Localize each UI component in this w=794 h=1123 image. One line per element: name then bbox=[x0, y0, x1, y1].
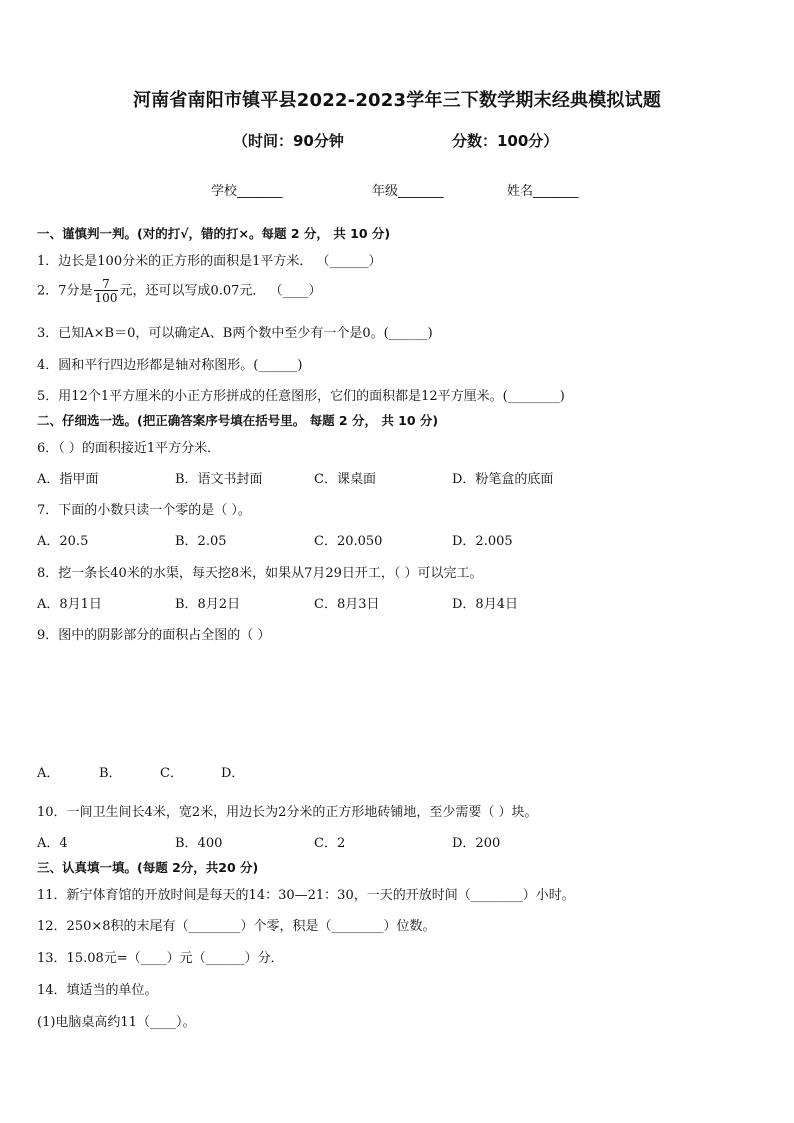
question-14-part-1: (1)电脑桌高约11（____）。 bbox=[37, 1015, 196, 1030]
question-2 bbox=[37, 278, 322, 304]
school-field: 学校_______ bbox=[211, 184, 283, 199]
question-9: 9．图中的阴影部分的面积占全图的（ ） bbox=[37, 628, 271, 643]
section-3-heading: 三、认真填一填。(每题 2分，共20 分) bbox=[37, 860, 259, 875]
grade-field: 年级_______ bbox=[372, 184, 444, 199]
q7-option-b: B．2.05 bbox=[175, 534, 227, 549]
q8-option-d: D．8月4日 bbox=[452, 597, 518, 612]
q8-option-a: A．8月1日 bbox=[37, 597, 102, 612]
question-2-prefix: 2．7分是 bbox=[37, 283, 93, 299]
q10-option-c: C．2 bbox=[314, 836, 346, 851]
name-field: 姓名_______ bbox=[507, 184, 579, 199]
q10-option-d: D．200 bbox=[452, 836, 501, 851]
question-10: 10．一间卫生间长4米，宽2米，用边长为2分米的正方形地砖铺地，至少需要（ ）块。 bbox=[37, 805, 538, 820]
q6-option-d: D．粉笔盒的底面 bbox=[452, 472, 554, 487]
exam-score: 分数：100分） bbox=[452, 132, 559, 150]
question-5: 5．用12个1平方厘米的小正方形拼成的任意图形，它们的面积都是12平方厘米。(________) bbox=[37, 389, 565, 404]
section-1-heading: 一、谨慎判一判。(对的打√，错的打×。每题 2 分， 共 10 分) bbox=[37, 226, 391, 241]
q7-option-c: C．20.050 bbox=[314, 534, 383, 549]
question-14: 14．填适当的单位。 bbox=[37, 983, 158, 998]
q6-option-c: C．课桌面 bbox=[314, 472, 376, 487]
exam-time: （时间：90分钟 bbox=[233, 132, 344, 150]
question-1: 1．边长是100分米的正方形的面积是1平方米． （______） bbox=[37, 254, 382, 269]
q10-option-a: A．4 bbox=[37, 836, 68, 851]
question-7: 7．下面的小数只读一个零的是（ ）。 bbox=[37, 503, 251, 518]
q6-option-a: A．指甲面 bbox=[37, 472, 99, 487]
question-8: 8．挖一条长40米的水渠，每天挖8米，如果从7月29日开工，（ ）可以完工。 bbox=[37, 566, 483, 581]
q9-option-a: A． bbox=[37, 766, 60, 781]
q9-option-c: C． bbox=[160, 766, 183, 781]
question-2-suffix: 元，还可以写成0.07元． （____） bbox=[119, 283, 322, 299]
question-13: 13．15.08元=（____）元（______）分． bbox=[37, 951, 284, 966]
q6-option-b: B．语文书封面 bbox=[175, 472, 263, 487]
q8-option-c: C．8月3日 bbox=[314, 597, 380, 612]
question-6: 6．（ ）的面积接近1平方分米． bbox=[37, 441, 221, 456]
fraction-numerator: 7 bbox=[102, 277, 110, 291]
q8-option-b: B．8月2日 bbox=[175, 597, 241, 612]
q10-option-b: B．400 bbox=[175, 836, 223, 851]
fraction-7-100 bbox=[94, 278, 119, 304]
q9-option-b: B． bbox=[99, 766, 122, 781]
exam-title: 河南省南阳市镇平县2022-2023学年三下数学期末经典模拟试题 bbox=[132, 90, 662, 111]
q7-option-d: D．2.005 bbox=[452, 534, 513, 549]
fraction-denominator: 100 bbox=[94, 291, 118, 305]
question-12: 12．250×8积的末尾有（________）个零，积是（________）位数。 bbox=[37, 919, 436, 934]
question-11: 11．新宁体育馆的开放时间是每天的14：30—21：30，一天的开放时间（________）小时。 bbox=[37, 888, 575, 903]
question-3: 3．已知A×B＝0，可以确定A、B两个数中至少有一个是0。(______) bbox=[37, 326, 433, 341]
section-2-heading: 二、仔细选一选。(把正确答案序号填在括号里。 每题 2 分， 共 10 分) bbox=[37, 413, 439, 428]
question-4: 4．圆和平行四边形都是轴对称图形。(______) bbox=[37, 358, 303, 373]
q7-option-a: A．20.5 bbox=[37, 534, 89, 549]
q9-option-d: D． bbox=[221, 766, 245, 781]
